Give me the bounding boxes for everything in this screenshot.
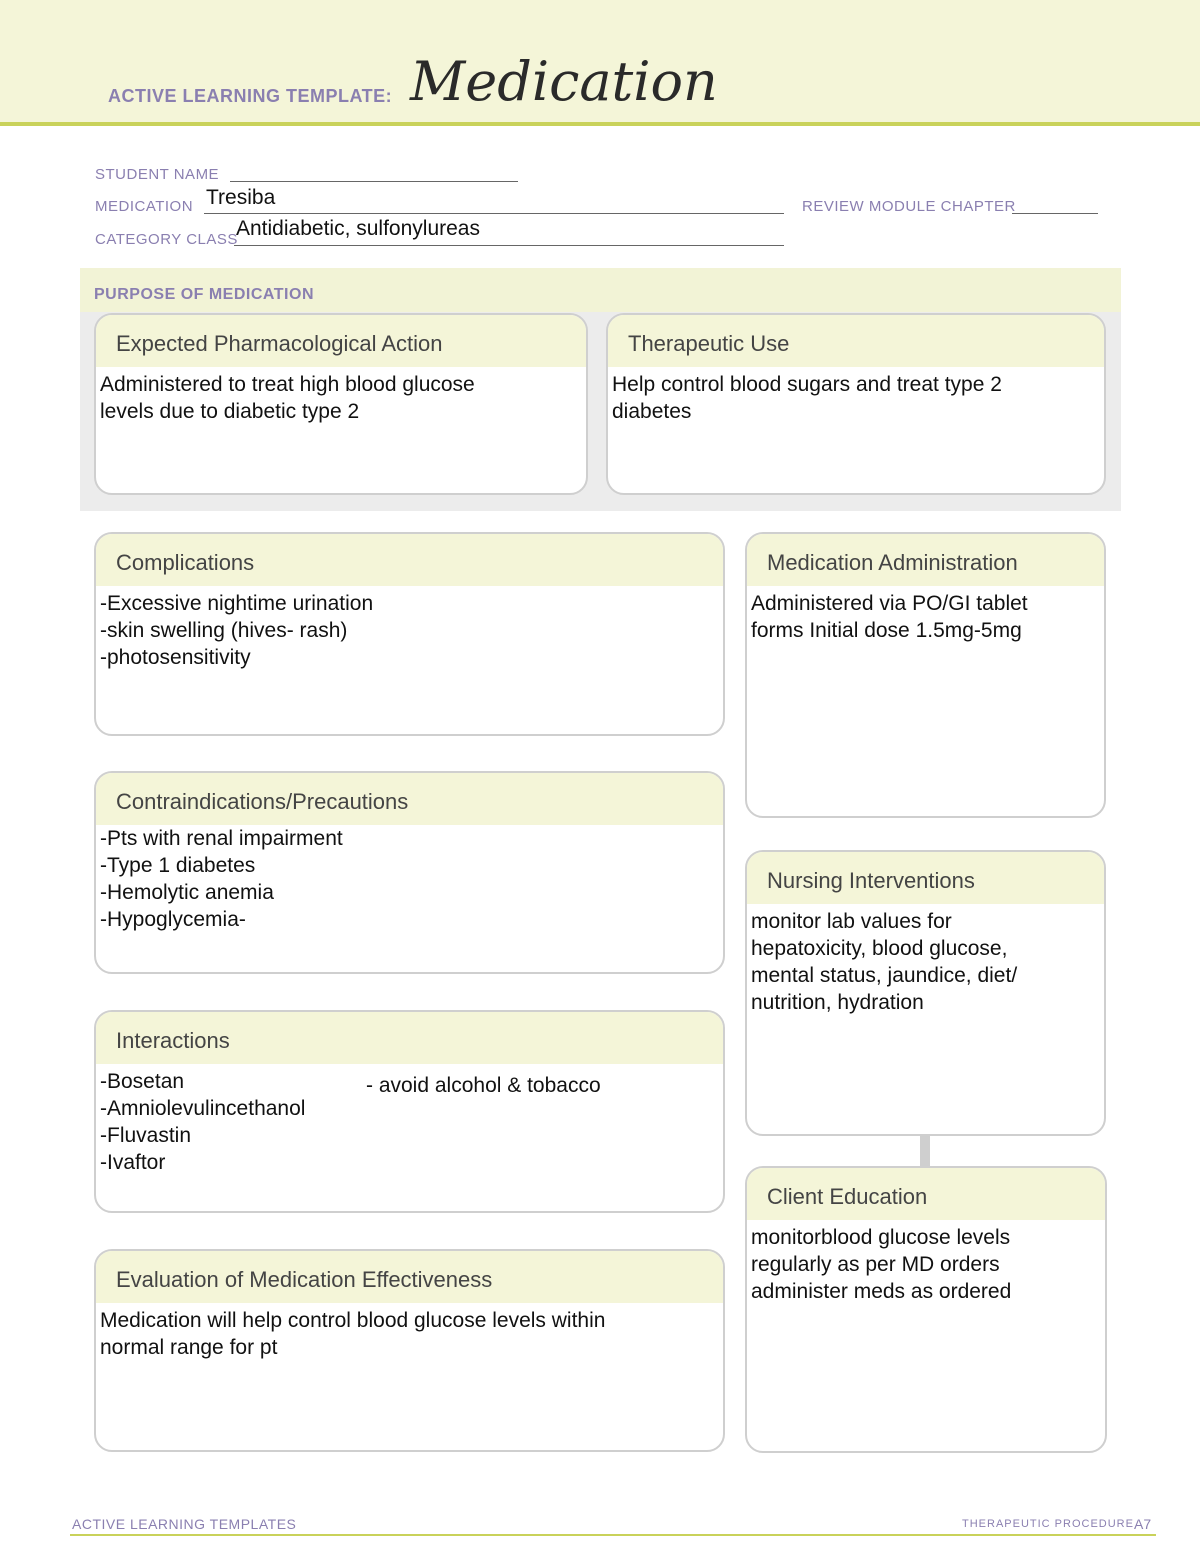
medication-administration-title: Medication Administration: [747, 534, 1104, 586]
medication-administration-text[interactable]: Administered via PO/GI tablet forms Initial dose 1.5mg-5mg: [751, 592, 1028, 642]
box-connector: [920, 1136, 930, 1166]
evaluation-text[interactable]: Medication will help control blood glucose levels within normal range for pt: [100, 1309, 606, 1359]
expected-action-box: [94, 313, 588, 495]
therapeutic-use-text[interactable]: Help control blood sugars and treat type 2 diabetes: [612, 373, 1002, 423]
category-class-line[interactable]: [234, 244, 784, 246]
client-education-text[interactable]: monitorblood glucose levels regularly as per MD orders administer meds as ordered: [751, 1226, 1012, 1303]
expected-action-text[interactable]: Administered to treat high blood glucose levels due to diabetic type 2: [100, 373, 475, 423]
nursing-interventions-title: Nursing Interventions: [747, 852, 1104, 904]
medication-line[interactable]: [204, 212, 784, 214]
interactions-title: Interactions: [96, 1012, 723, 1064]
complications-box: [94, 532, 725, 736]
review-module-line[interactable]: [1012, 212, 1098, 214]
contraindications-title: Contraindications/Precautions: [96, 773, 723, 825]
footer-left: ACTIVE LEARNING TEMPLATES: [72, 1516, 297, 1532]
nursing-interventions-text[interactable]: monitor lab values for hepatoxicity, blood glucose, mental status, jaundice, diet/ nutrition, hydration: [751, 910, 1018, 1014]
template-label: ACTIVE LEARNING TEMPLATE:: [108, 86, 393, 106]
complications-text[interactable]: -Excessive nightime urination -skin swelling (hives- rash) -photosensitivity: [100, 592, 374, 669]
interactions-list[interactable]: -Bosetan -Amniolevulincethanol -Fluvastin -Ivaftor: [100, 1070, 306, 1174]
review-module-label: REVIEW MODULE CHAPTER: [802, 198, 1016, 215]
interactions-box: [94, 1010, 725, 1213]
therapeutic-use-box: [606, 313, 1106, 495]
interactions-note[interactable]: - avoid alcohol & tobacco: [366, 1074, 601, 1097]
interactions-body: [96, 1064, 723, 1176]
page-number: A7: [1134, 1516, 1152, 1532]
evaluation-box: [94, 1249, 725, 1452]
footer-right: THERAPEUTIC PROCEDURE: [962, 1518, 1134, 1530]
student-name-line[interactable]: [230, 180, 518, 182]
medication-label: MEDICATION: [95, 198, 194, 215]
client-education-title: Client Education: [747, 1168, 1105, 1220]
nursing-interventions-box: [745, 850, 1106, 1136]
student-name-label: STUDENT NAME: [95, 166, 220, 183]
evaluation-title: Evaluation of Medication Effectiveness: [96, 1251, 723, 1303]
footer-divider: [70, 1534, 1156, 1536]
medication-administration-box: [745, 532, 1106, 818]
therapeutic-use-title: Therapeutic Use: [608, 315, 1104, 367]
contraindications-text[interactable]: -Pts with renal impairment -Type 1 diabetes -Hemolytic anemia -Hypoglycemia-: [100, 827, 343, 931]
category-class-value[interactable]: Antidiabetic, sulfonylureas: [236, 217, 480, 240]
client-education-box: [745, 1166, 1107, 1453]
purpose-label: PURPOSE OF MEDICATION: [94, 286, 314, 303]
expected-action-title: Expected Pharmacological Action: [96, 315, 586, 367]
header-divider: [0, 122, 1200, 126]
page-title: Medication: [410, 50, 718, 113]
complications-title: Complications: [96, 534, 723, 586]
contraindications-box: [94, 771, 725, 974]
category-class-label: CATEGORY CLASS: [95, 231, 238, 248]
medication-value[interactable]: Tresiba: [206, 186, 276, 209]
